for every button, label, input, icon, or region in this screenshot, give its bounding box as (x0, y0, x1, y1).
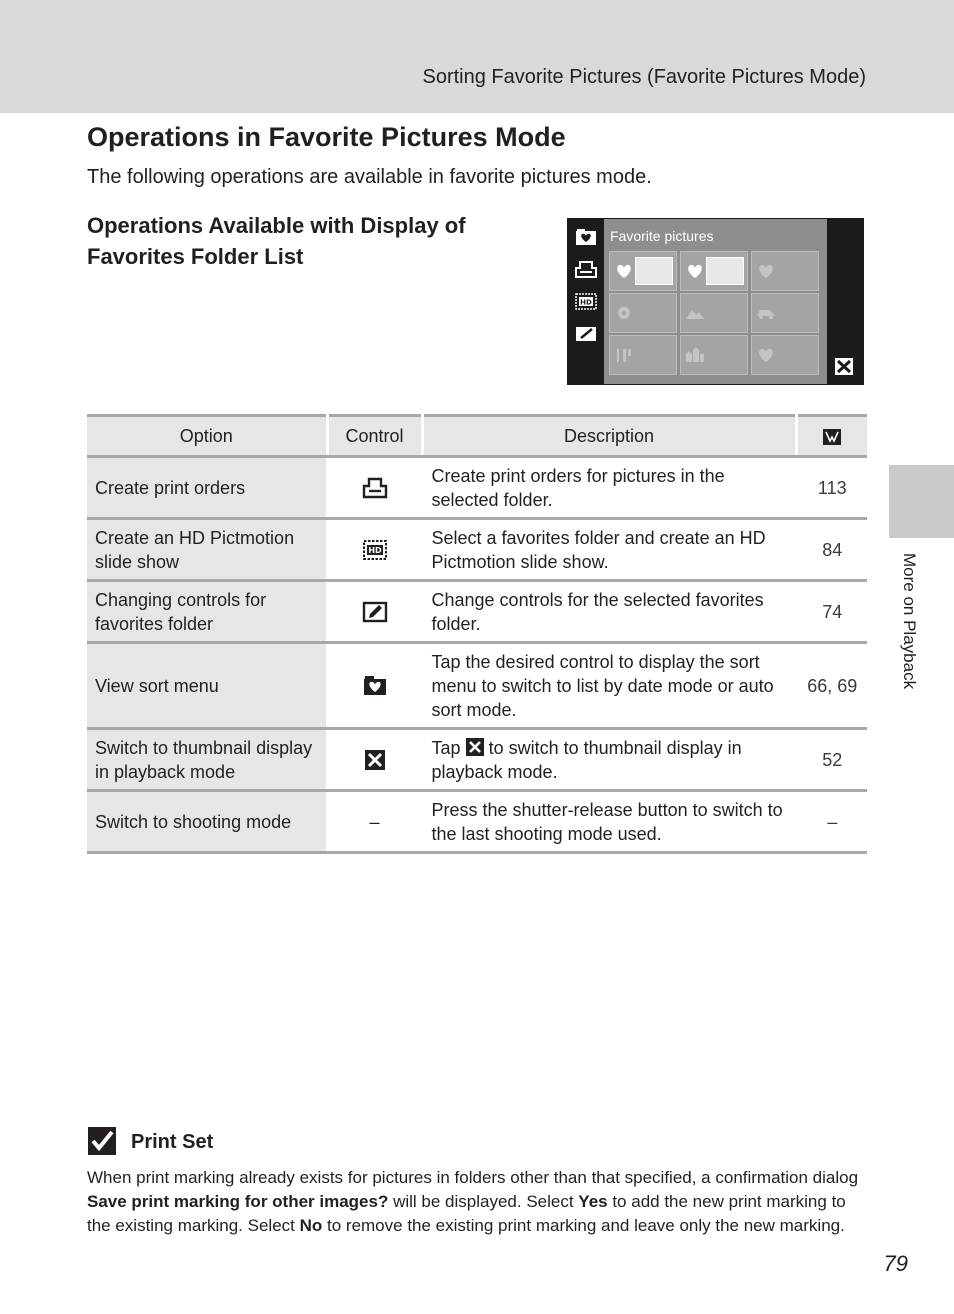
thumbnail-playback-icon[interactable] (835, 358, 853, 375)
note-bold-text: No (299, 1216, 323, 1235)
print-order-icon (362, 476, 388, 500)
note-text: will be displayed. Select (388, 1192, 579, 1211)
table-row (87, 519, 867, 581)
control-cell (327, 457, 422, 519)
intro-text: The following operations are available in favorite pictures mode. (87, 166, 652, 188)
description-text: to switch to thumbnail display in playback mode. (431, 737, 742, 782)
svg-text:HD: HD (580, 298, 592, 307)
print-order-icon[interactable] (575, 261, 597, 278)
folder-cell[interactable] (751, 293, 819, 333)
folder-3-icon (756, 262, 776, 280)
option-cell: View sort menu (87, 643, 327, 729)
reference-cell: 66, 69 (796, 643, 867, 729)
note-text: to remove the existing print marking and leave only the new marking. (322, 1216, 845, 1235)
control-cell: – (327, 791, 422, 853)
folder-cell[interactable] (609, 293, 677, 333)
reference-page-icon (822, 427, 842, 447)
option-cell: Changing controls for favorites folder (87, 581, 327, 643)
thumbnail-playback-icon (466, 738, 484, 756)
header-band (0, 0, 954, 113)
control-cell (327, 729, 422, 791)
control-cell (327, 643, 422, 729)
description-cell: Press the shutter-release button to switch to the last shooting mode used. (422, 791, 796, 853)
note-text: When print marking already exists for pictures in folders other than that specified, a confirmation dialog (87, 1168, 859, 1187)
note-bold-text: Yes (578, 1192, 608, 1211)
flower-icon (614, 304, 634, 322)
option-cell: Create print orders (87, 457, 327, 519)
description-cell: Select a favorites folder and create an HD Pictmotion slide show. (422, 519, 796, 581)
table-row (87, 791, 867, 853)
column-header-option: Option (87, 416, 327, 457)
note-bold-text: Save print marking for other images? (87, 1192, 389, 1211)
favorites-folder-list (604, 219, 827, 384)
screen-control-bar (567, 218, 604, 385)
table-row (87, 581, 867, 643)
table-row (87, 729, 867, 791)
description-cell (422, 729, 796, 791)
operations-table (87, 414, 867, 854)
folder-1-icon (614, 262, 634, 280)
description-cell: Create print orders for pictures in the selected folder. (422, 457, 796, 519)
table-row (87, 643, 867, 729)
camera-screen (567, 218, 864, 385)
change-controls-icon (362, 600, 388, 624)
checkmark-note-icon (87, 1126, 117, 1156)
page-title: Operations in Favorite Pictures Mode (87, 122, 566, 152)
column-header-description: Description (422, 416, 796, 457)
change-controls-icon[interactable] (575, 325, 597, 342)
description-text: Tap (431, 737, 461, 758)
control-cell (327, 519, 422, 581)
note-text: to add the new print marking to the existing marking. Select (87, 1192, 846, 1235)
running-header: Sorting Favorite Pictures (Favorite Pictures Mode) (422, 66, 866, 88)
hd-pictmotion-icon[interactable] (575, 293, 597, 310)
folder-cell[interactable] (680, 335, 748, 375)
reference-cell: 52 (796, 729, 867, 791)
folder-cell[interactable] (751, 335, 819, 375)
sort-menu-icon[interactable] (575, 229, 597, 246)
thumbnail-playback-icon (362, 748, 388, 772)
folder-cell[interactable] (751, 251, 819, 291)
chapter-tab (889, 465, 954, 538)
folder-2-icon (685, 262, 705, 280)
table-header-row (87, 416, 867, 457)
note-body (87, 1166, 867, 1238)
sort-menu-icon (362, 674, 388, 698)
description-cell: Tap the desired control to display the sort menu to switch to list by date mode or auto sort mode. (422, 643, 796, 729)
landscape-icon (685, 304, 705, 322)
buildings-icon (685, 346, 705, 364)
food-icon (614, 346, 634, 364)
description-cell: Change controls for the selected favorites folder. (422, 581, 796, 643)
screen-label: Favorite pictures (610, 228, 714, 244)
option-cell: Switch to thumbnail display in playback mode (87, 729, 327, 791)
page-number: 79 (883, 1251, 908, 1276)
reference-cell: 74 (796, 581, 867, 643)
reference-cell: – (796, 791, 867, 853)
note-title: Print Set (131, 1131, 214, 1153)
folder-cell[interactable] (609, 335, 677, 375)
folder-cell[interactable] (680, 293, 748, 333)
svg-text:HD: HD (367, 546, 382, 556)
car-icon (756, 304, 776, 322)
option-cell: Switch to shooting mode (87, 791, 327, 853)
folder-9-icon (756, 346, 776, 364)
folder-cell[interactable] (609, 251, 677, 291)
section-title: Operations Available with Display of Favorites Folder List (87, 213, 466, 269)
column-header-control: Control (327, 416, 422, 457)
folder-cell[interactable] (680, 251, 748, 291)
control-cell (327, 581, 422, 643)
hd-pictmotion-icon (362, 538, 388, 562)
reference-cell: 113 (796, 457, 867, 519)
option-cell: Create an HD Pictmotion slide show (87, 519, 327, 581)
table-row (87, 457, 867, 519)
chapter-tab-label: More on Playback (900, 553, 919, 690)
thumbnail-image (635, 257, 673, 285)
column-header-reference (796, 416, 867, 457)
reference-cell: 84 (796, 519, 867, 581)
thumbnail-image (706, 257, 744, 285)
